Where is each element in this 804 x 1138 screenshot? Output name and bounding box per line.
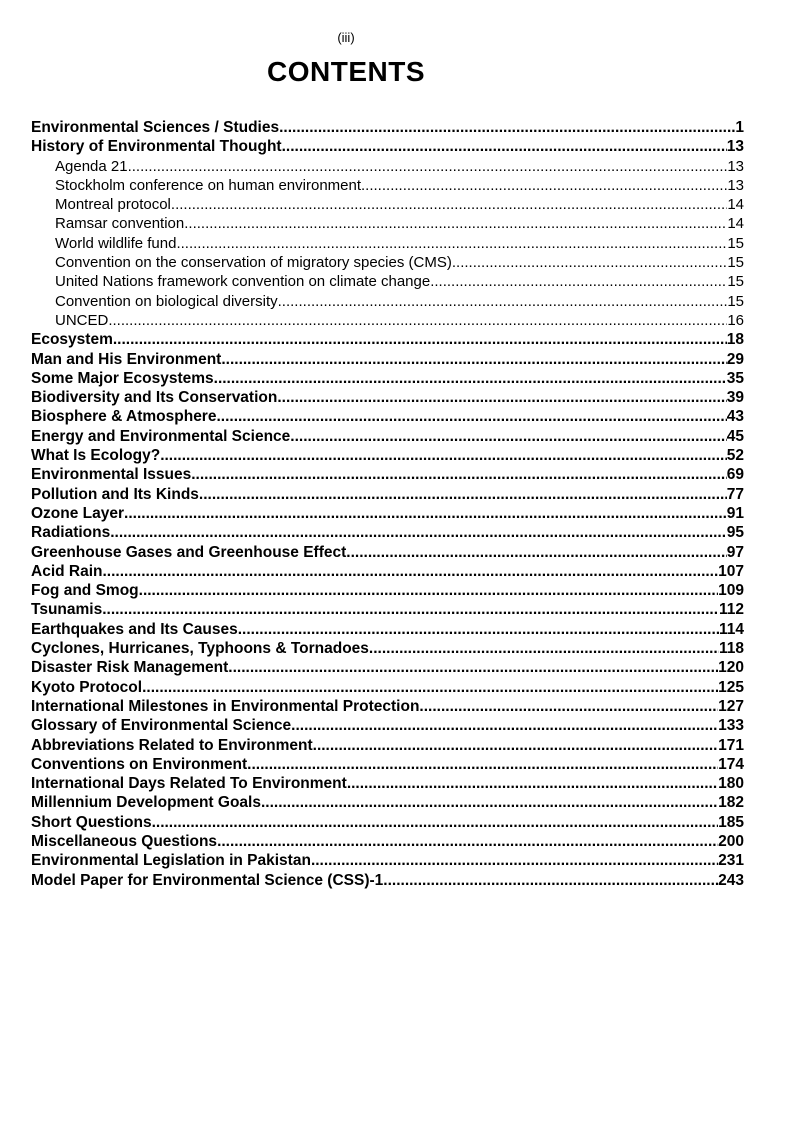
toc-entry-page: 14 — [727, 215, 744, 233]
dot-leader — [313, 736, 718, 755]
toc-entry-page: 16 — [727, 311, 744, 329]
toc-entry-page: 35 — [726, 369, 744, 387]
dot-leader — [261, 793, 718, 812]
toc-entry — [31, 851, 744, 870]
dot-leader — [128, 157, 728, 176]
toc-entry-label: Acid Rain — [31, 562, 103, 580]
toc-entry-page: 15 — [727, 234, 744, 252]
toc-entry-label: Cyclones, Hurricanes, Typhoons & Tornadoes — [31, 640, 369, 658]
dot-leader — [383, 871, 718, 890]
toc-entry-label: Conventions on Environment — [31, 755, 248, 773]
toc-entry-label: Short Questions — [31, 813, 152, 831]
toc-entry-label: Energy and Environmental Science — [31, 427, 291, 445]
toc-entry-page: 180 — [718, 775, 744, 793]
toc-entry-label: Environmental Sciences / Studies — [31, 119, 280, 136]
dot-leader — [221, 350, 726, 369]
page-number: (iii) — [337, 30, 355, 45]
dot-leader — [191, 465, 727, 484]
toc-entry-page: 118 — [718, 640, 744, 658]
dot-leader — [217, 832, 718, 851]
dot-leader — [216, 407, 726, 426]
toc-entry-label: Convention on the conservation of migratory species (CMS) — [55, 254, 452, 272]
toc-entry-label: Agenda 21 — [55, 157, 128, 175]
toc-entry-label: Greenhouse Gases and Greenhouse Effect — [31, 543, 347, 561]
toc-entry-page: 69 — [726, 466, 744, 484]
toc-entry-page: 39 — [726, 389, 744, 407]
dot-leader — [291, 716, 718, 735]
toc-entry-page: 18 — [726, 331, 744, 349]
toc-entry-page: 120 — [718, 659, 744, 677]
toc-entry-page: 43 — [726, 408, 744, 426]
toc-entry — [31, 253, 744, 272]
toc-entry — [31, 118, 744, 137]
toc-entry-label: International Days Related To Environment — [31, 775, 347, 793]
toc-entry-page: 125 — [718, 678, 744, 696]
toc-entry — [31, 639, 744, 658]
toc-entry-label: Convention on biological diversity — [55, 292, 278, 310]
toc-entry-label: Montreal protocol — [55, 196, 171, 214]
toc-entry — [31, 446, 744, 465]
toc-entry — [31, 272, 744, 291]
toc-entry-label: UNCED — [55, 311, 109, 329]
toc-entry-label: Model Paper for Environmental Science (CSS)-1 — [31, 871, 384, 889]
toc-entry-page: 171 — [718, 736, 744, 754]
toc-entry-page: 185 — [718, 813, 744, 831]
dot-leader — [176, 234, 727, 253]
dot-leader — [199, 485, 727, 504]
toc-entry-page: 13 — [727, 176, 744, 194]
toc-entry — [31, 755, 744, 774]
toc-entry — [31, 234, 744, 253]
toc-entry-label: World wildlife fund — [55, 234, 177, 252]
toc-entry-page: 15 — [727, 273, 744, 291]
dot-leader — [277, 388, 726, 407]
toc-entry-page: 15 — [727, 254, 744, 272]
toc-entry-page: 182 — [718, 794, 744, 812]
dot-leader — [124, 504, 727, 523]
table-of-contents — [31, 118, 744, 890]
toc-entry-page: 200 — [718, 832, 744, 850]
toc-entry-label: Ramsar convention — [55, 215, 185, 233]
toc-entry — [31, 600, 744, 619]
toc-entry-page: 231 — [718, 852, 744, 870]
toc-entry-label: Pollution and Its Kinds — [31, 485, 199, 503]
dot-leader — [419, 697, 718, 716]
dot-leader — [282, 137, 727, 156]
dot-leader — [152, 813, 719, 832]
toc-entry — [31, 620, 744, 639]
toc-entry — [31, 793, 744, 812]
toc-entry-page: 127 — [718, 697, 744, 715]
toc-entry-page: 45 — [726, 427, 744, 445]
toc-entry — [31, 427, 744, 446]
toc-entry-label: Man and His Environment — [31, 350, 222, 368]
dot-leader — [278, 292, 728, 311]
toc-entry-page: 243 — [718, 871, 744, 889]
dot-leader — [346, 543, 726, 562]
toc-entry — [31, 214, 744, 233]
toc-entry — [31, 465, 744, 484]
toc-entry-label: International Milestones in Environmental Protection — [31, 697, 420, 715]
toc-entry — [31, 871, 744, 890]
toc-entry-label: History of Environmental Thought — [31, 138, 282, 156]
toc-entry — [31, 504, 744, 523]
toc-entry-label: Glossary of Environmental Science — [31, 717, 292, 735]
toc-entry-label: Some Major Ecosystems — [31, 369, 214, 387]
toc-entry — [31, 716, 744, 735]
toc-entry-label: Stockholm conference on human environment — [55, 176, 362, 194]
dot-leader — [279, 118, 735, 137]
dot-leader — [102, 600, 719, 619]
dot-leader — [139, 581, 718, 600]
dot-leader — [228, 658, 718, 677]
toc-entry-label: Kyoto Protocol — [31, 678, 143, 696]
toc-entry-label: United Nations framework convention on climate change — [55, 273, 431, 291]
toc-entry-label: Abbreviations Related to Environment — [31, 736, 313, 754]
toc-entry-page: 95 — [726, 524, 744, 542]
dot-leader — [171, 195, 727, 214]
toc-entry — [31, 736, 744, 755]
dot-leader — [184, 214, 727, 233]
toc-entry — [31, 813, 744, 832]
toc-entry — [31, 832, 744, 851]
toc-entry-page: 13 — [727, 157, 744, 175]
toc-entry-label: Fog and Smog — [31, 582, 139, 600]
toc-entry-page: 97 — [726, 543, 744, 561]
toc-entry — [31, 369, 744, 388]
toc-entry-page: 29 — [726, 350, 744, 368]
toc-entry-page: 174 — [718, 755, 744, 773]
dot-leader — [160, 446, 727, 465]
dot-leader — [430, 272, 727, 291]
toc-entry-page: 77 — [726, 485, 744, 503]
toc-entry-page: 1 — [735, 119, 744, 136]
toc-entry-page: 13 — [726, 138, 744, 156]
dot-leader — [452, 253, 727, 272]
dot-leader — [369, 639, 719, 658]
toc-entry-page: 15 — [727, 292, 744, 310]
toc-entry — [31, 330, 744, 349]
toc-entry — [31, 543, 744, 562]
toc-entry — [31, 388, 744, 407]
toc-entry-label: Environmental Legislation in Pakistan — [31, 852, 311, 870]
toc-entry-label: Millennium Development Goals — [31, 794, 261, 812]
dot-leader — [102, 562, 718, 581]
dot-leader — [214, 369, 727, 388]
dot-leader — [347, 774, 718, 793]
toc-entry — [31, 774, 744, 793]
toc-entry-label: Earthquakes and Its Causes — [31, 620, 238, 638]
toc-entry — [31, 678, 744, 697]
toc-entry-label: Disaster Risk Management — [31, 659, 229, 677]
dot-leader — [311, 851, 718, 870]
toc-entry-label: Tsunamis — [31, 601, 103, 619]
toc-entry — [31, 195, 744, 214]
toc-entry-page: 112 — [718, 601, 744, 619]
toc-entry — [31, 562, 744, 581]
page-title: CONTENTS — [267, 56, 425, 87]
dot-leader — [361, 176, 727, 195]
toc-entry-label: Biosphere & Atmosphere — [31, 408, 217, 426]
toc-entry-page: 114 — [718, 620, 744, 638]
dot-leader — [113, 330, 727, 349]
toc-entry — [31, 697, 744, 716]
toc-entry-label: What Is Ecology? — [31, 447, 161, 465]
toc-entry-page: 52 — [726, 447, 744, 465]
toc-entry — [31, 407, 744, 426]
toc-entry — [31, 658, 744, 677]
toc-entry — [31, 292, 744, 311]
toc-entry — [31, 311, 744, 330]
dot-leader — [110, 523, 727, 542]
toc-entry-label: Ozone Layer — [31, 504, 125, 522]
toc-entry — [31, 176, 744, 195]
toc-entry-page: 109 — [718, 582, 744, 600]
toc-entry-page: 91 — [726, 504, 744, 522]
toc-entry-label: Biodiversity and Its Conservation — [31, 389, 278, 407]
toc-entry — [31, 157, 744, 176]
dot-leader — [238, 620, 719, 639]
toc-entry-label: Miscellaneous Questions — [31, 832, 218, 850]
dot-leader — [142, 678, 718, 697]
toc-entry-page: 107 — [718, 562, 744, 580]
toc-entry-label: Ecosystem — [31, 331, 113, 349]
toc-entry — [31, 581, 744, 600]
dot-leader — [247, 755, 718, 774]
toc-entry-label: Environmental Issues — [31, 466, 192, 484]
dot-leader — [290, 427, 726, 446]
dot-leader — [108, 311, 727, 330]
toc-entry — [31, 523, 744, 542]
toc-entry-label: Radiations — [31, 524, 111, 542]
toc-entry — [31, 137, 744, 156]
toc-entry-page: 133 — [718, 717, 744, 735]
toc-entry-page: 14 — [727, 196, 744, 214]
toc-entry — [31, 350, 744, 369]
toc-entry — [31, 485, 744, 504]
